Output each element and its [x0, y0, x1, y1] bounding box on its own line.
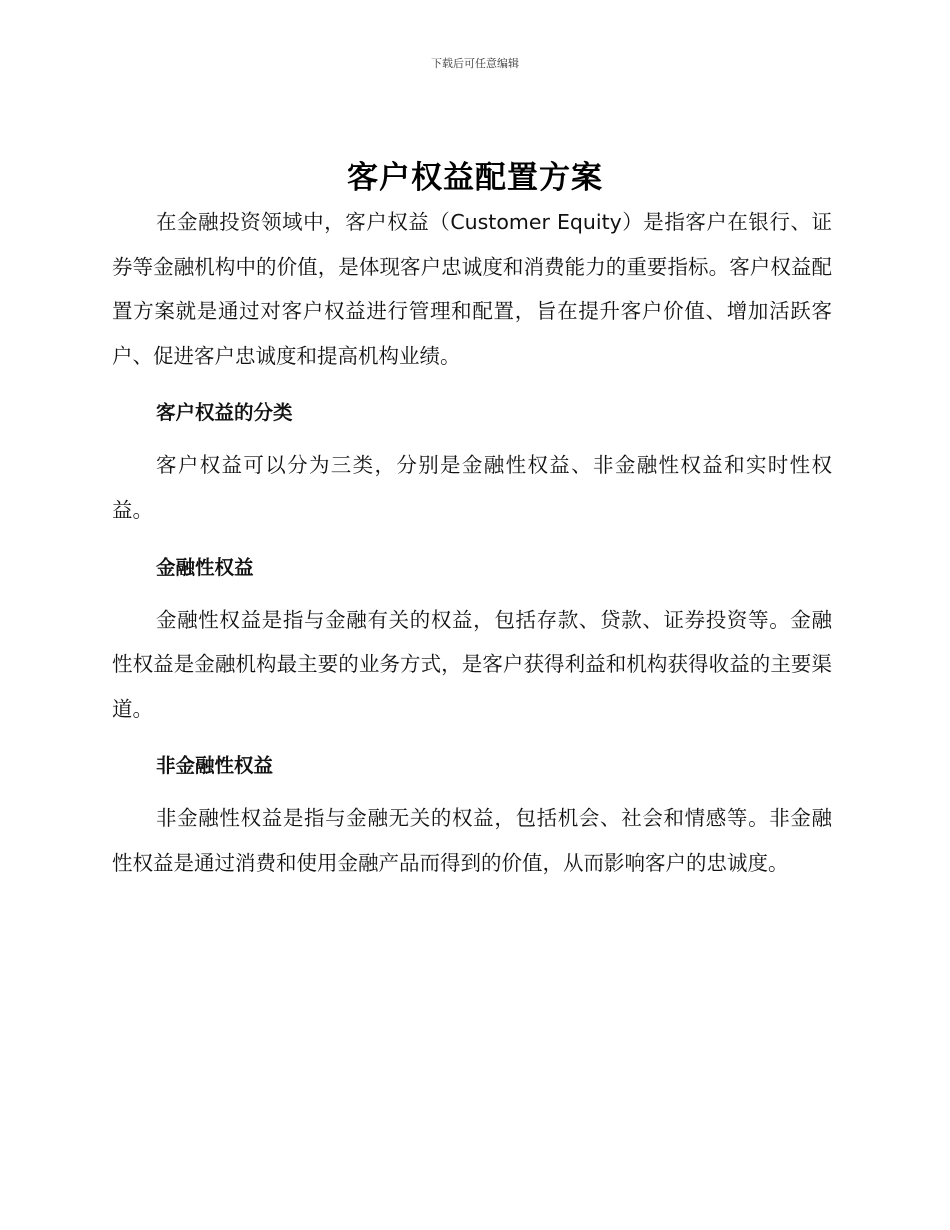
classification-paragraph: 客户权益可以分为三类，分别是金融性权益、非金融性权益和实时性权益。	[112, 453, 832, 522]
financial-paragraph: 金融性权益是指与金融有关的权益，包括存款、贷款、证券投资等。金融性权益是金融机构最主要的业务方式，是客户获得利益和机构获得收益的主要渠道。	[112, 607, 832, 721]
section-heading-non-financial: 非金融性权益	[156, 754, 274, 778]
document-title: 客户权益配置方案	[347, 160, 603, 196]
intro-paragraph: 在金融投资领域中，客户权益（Customer Equity）是指客户在银行、证券等金融机构中的价值，是体现客户忠诚度和消费能力的重要指标。客户权益配置方案就是通过对客户权益进行管理和配置，旨在提升客户价值、增加活跃客户、促进客户忠诚度和提高机构业绩。	[112, 210, 832, 368]
non-financial-paragraph: 非金融性权益是指与金融无关的权益，包括机会、社会和情感等。非金融性权益是通过消费和使用金融产品而得到的价值，从而影响客户的忠诚度。	[112, 806, 832, 875]
section-heading-financial: 金融性权益	[156, 555, 254, 579]
header-note: 下载后可任意编辑	[431, 57, 519, 70]
section-heading-classification: 客户权益的分类	[156, 401, 293, 425]
document-body	[112, 200, 832, 886]
